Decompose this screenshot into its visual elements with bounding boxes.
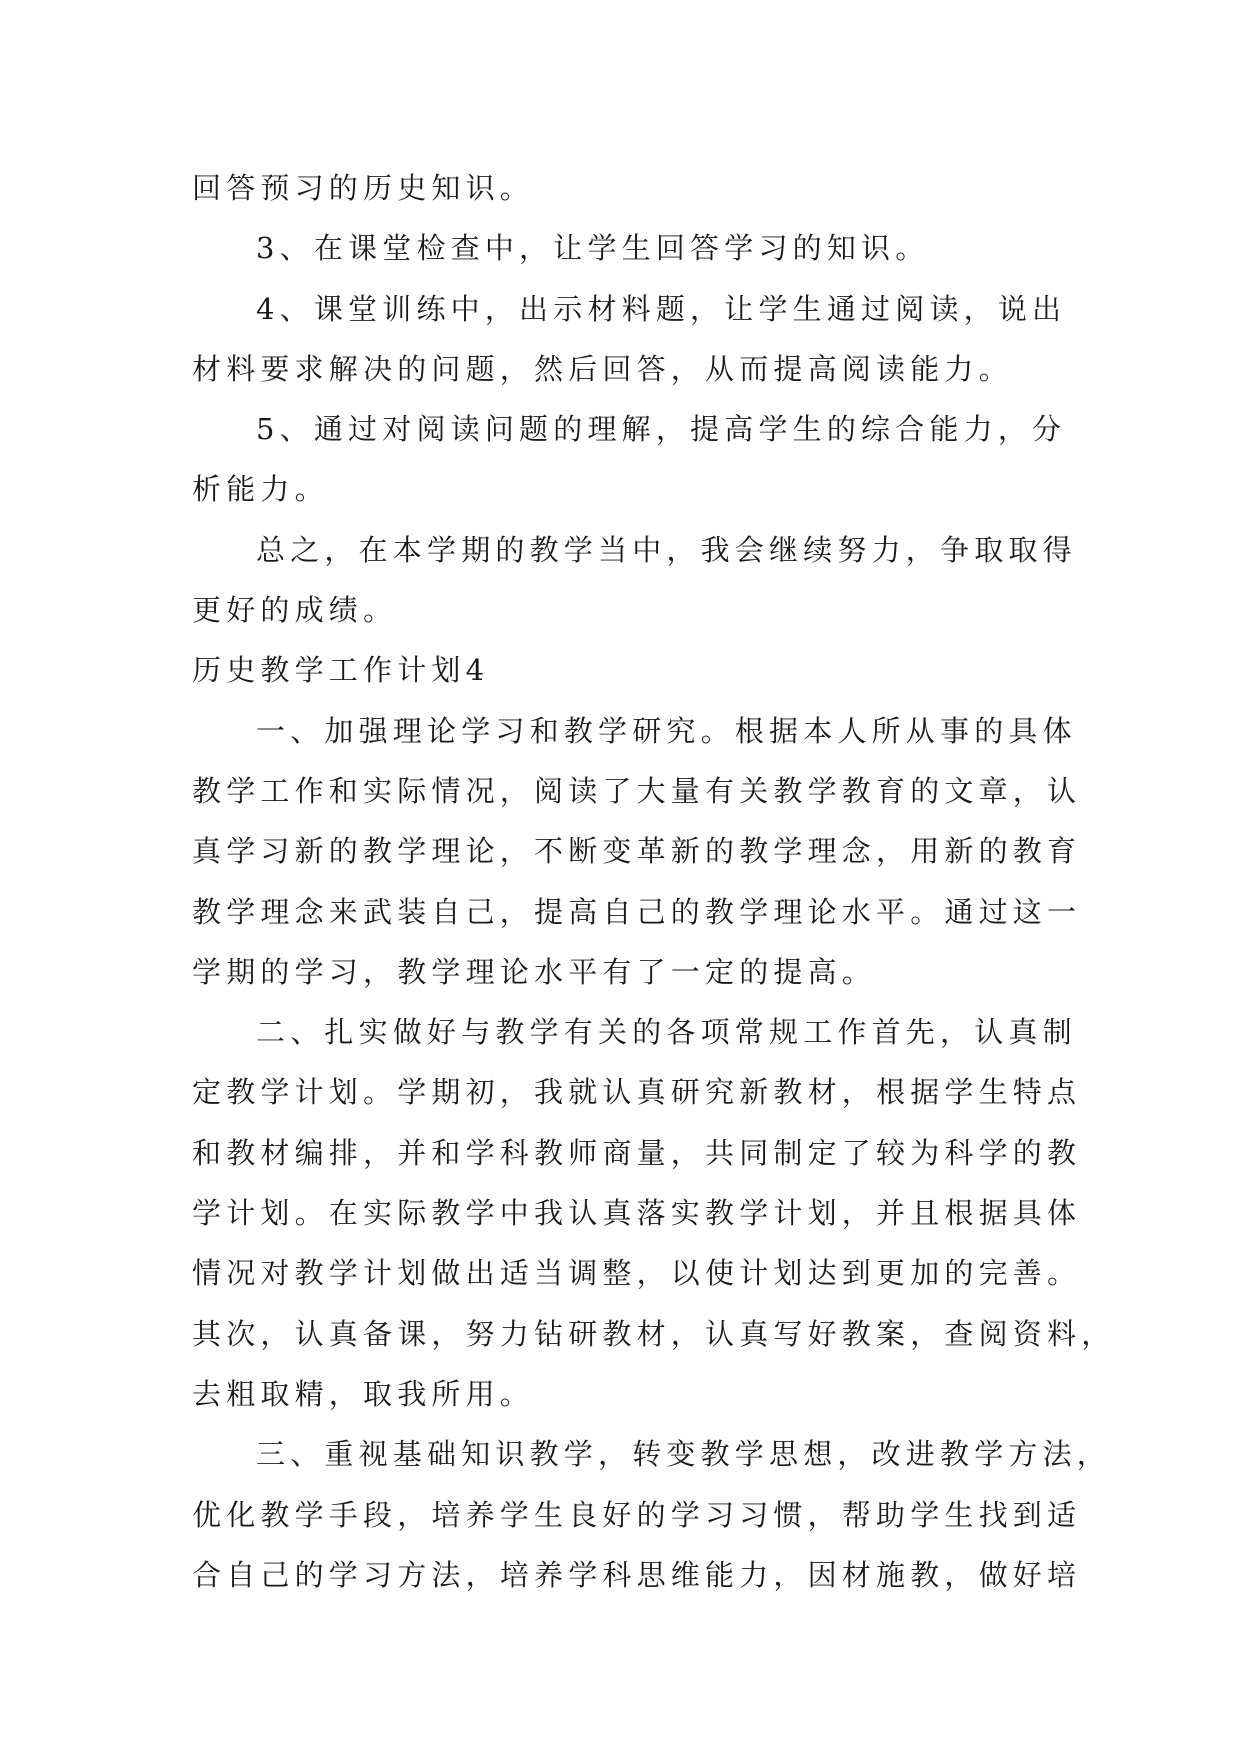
- text-line: 和教材编排，并和学科教师商量，共同制定了较为科学的教: [192, 1135, 1082, 1170]
- text-line: 更好的成绩。: [192, 593, 398, 628]
- text-line: 学计划。在实际教学中我认真落实教学计划，并且根据具体: [192, 1196, 1082, 1231]
- text-line: 回答预习的历史知识。: [192, 171, 535, 205]
- paragraph-one-start: 一、加强理论学习和教学研究。根据本人所从事的具体: [256, 713, 1077, 748]
- text-line: 真学习新的教学理论，不断变革新的教学理念，用新的教育: [192, 834, 1082, 869]
- section-heading: 历史教学工作计划4: [192, 653, 490, 688]
- text-line: 析能力。: [192, 472, 329, 507]
- list-item-3: 3、在课堂检查中，让学生回答学习的知识。: [256, 231, 930, 266]
- text-line: 其次，认真备课，努力钻研教材，认真写好教案，查阅资料，: [192, 1316, 1116, 1351]
- conclusion-paragraph: 总之，在本学期的教学当中，我会继续努力，争取取得: [256, 532, 1077, 567]
- text-line: 教学工作和实际情况，阅读了大量有关教学教育的文章，认: [192, 773, 1082, 808]
- document-body: [192, 158, 1116, 1605]
- text-line: 材料要求解决的问题，然后回答，从而提高阅读能力。: [192, 351, 1013, 386]
- text-line: 定教学计划。学期初，我就认真研究新教材，根据学生特点: [192, 1075, 1082, 1110]
- list-item-5: 5、通过对阅读问题的理解，提高学生的综合能力，分: [256, 412, 1067, 447]
- text-line: 优化教学手段，培养学生良好的学习习惯，帮助学生找到适: [192, 1497, 1082, 1532]
- text-line: 合自己的学习方法，培养学科思维能力，因材施教，做好培: [192, 1557, 1082, 1592]
- text-line: 学期的学习，教学理论水平有了一定的提高。: [192, 954, 877, 989]
- paragraph-two-start: 二、扎实做好与教学有关的各项常规工作首先，认真制: [256, 1015, 1077, 1050]
- paragraph-three-start: 三、重视基础知识教学，转变教学思想，改进教学方法，: [256, 1437, 1112, 1472]
- text-line: 情况对教学计划做出适当调整，以使计划达到更加的完善。: [192, 1256, 1082, 1291]
- text-line: 去粗取精，取我所用。: [192, 1376, 535, 1411]
- text-line: 教学理念来武装自己，提高自己的教学理论水平。通过这一: [192, 894, 1082, 929]
- list-item-4: 4、课堂训练中，出示材料题，让学生通过阅读，说出: [256, 291, 1067, 326]
